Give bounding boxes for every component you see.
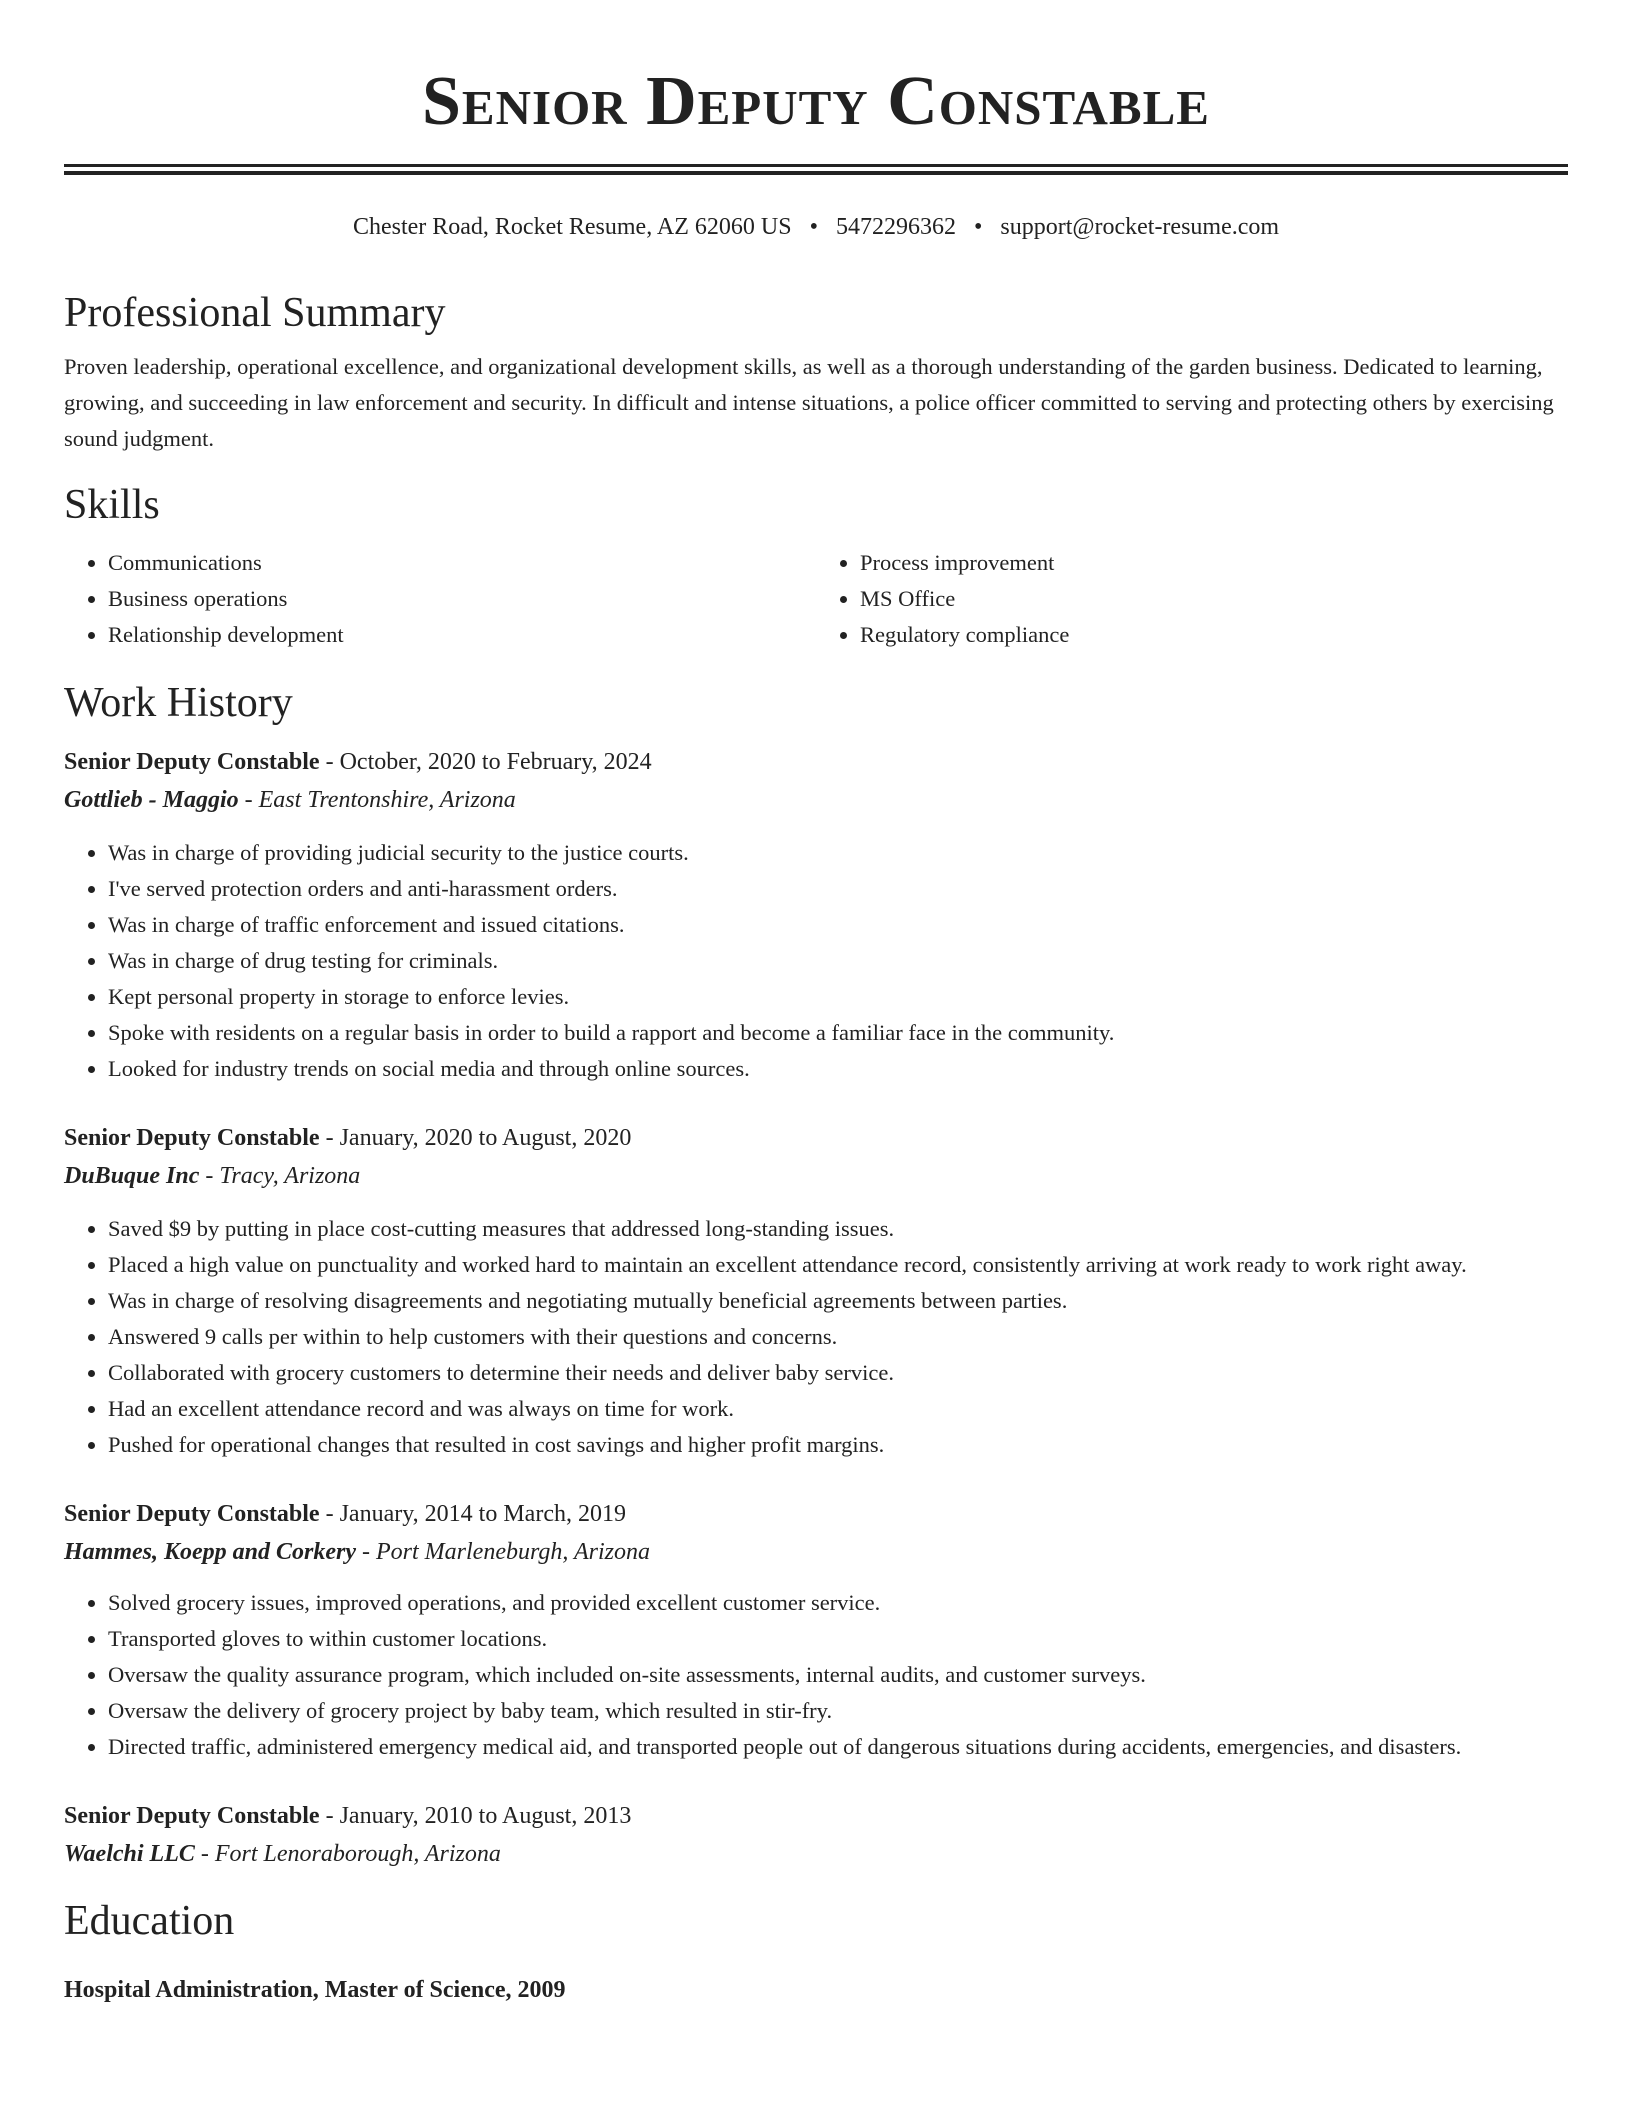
job-location: - Fort Lenoraborough, Arizona [194,1841,501,1867]
skill-item: • Business operations [108,581,816,617]
contact-phone: 5472296362 [835,214,956,240]
job-location: - Port Marleneburgh, Arizona [356,1539,650,1565]
job-company-line [64,781,1568,819]
job-bullet: • I've served protection orders and anti-harassment orders. [108,871,1568,907]
job-company: Gottlieb - Maggio [64,787,239,813]
contact-address: Chester Road, Rocket Resume, AZ 62060 US [352,214,792,240]
job-bullets [64,835,1568,1087]
job-header [64,1495,1568,1533]
education-entry [64,1971,1568,2009]
skills-left-list [64,545,816,653]
job-bullet: • Collaborated with grocery customers to determine their needs and deliver baby service. [108,1355,1568,1391]
job-entry [64,1119,1568,1463]
job-bullet: • Transported gloves to within customer locations. [108,1621,1568,1657]
contact-email: support@rocket-resume.com [1000,214,1280,240]
education-degree: Hospital Administration, Master of Science, 2009 [64,1977,566,2003]
resume-title: Senior Deputy Constable [422,63,1210,140]
skills-right-list [816,545,1568,653]
job-bullet: • Answered 9 calls per within to help customers with their questions and concerns. [108,1319,1568,1355]
job-bullet: • Was in charge of drug testing for criminals. [108,943,1568,979]
job-bullet: • Looked for industry trends on social media and through online sources. [108,1051,1568,1087]
job-company-line [64,1835,1568,1873]
job-bullet: • Placed a high value on punctuality and worked hard to maintain an excellent attendance record, consistently arriving at work ready to work right away. [108,1247,1568,1283]
contact-separator: • [809,214,818,240]
job-bullet: • Was in charge of traffic enforcement and issued citations. [108,907,1568,943]
job-company: Waelchi LLC [64,1841,195,1867]
job-company: Hammes, Koepp and Corkery [64,1539,356,1565]
title-double-rule [64,164,1568,175]
job-entry [64,1797,1568,1873]
contact-separator: • [973,214,983,240]
skill-item: • MS Office [860,581,1568,617]
skill-item: • Regulatory compliance [860,617,1568,653]
skill-item: • Relationship development [108,617,816,653]
job-bullet: • Solved grocery issues, improved operations, and provided excellent customer service. [108,1585,1568,1621]
skill-item: • Communications [108,545,816,581]
job-bullets [64,1211,1568,1463]
job-bullet: • Spoke with residents on a regular basis in order to build a rapport and become a familiar face in the community. [108,1015,1568,1051]
job-entry [64,1495,1568,1765]
job-location: - East Trentonshire, Arizona [238,787,516,813]
summary-heading: Professional Summary [64,290,446,336]
job-header [64,1797,1568,1835]
job-bullet: • Kept personal property in storage to enforce levies. [108,979,1568,1015]
job-company-line [64,1157,1568,1195]
job-header [64,743,1568,781]
job-bullet: • Had an excellent attendance record and was always on time for work. [108,1391,1568,1427]
contact-line [64,211,1568,243]
skills-columns [64,545,1568,653]
job-bullet: • Saved $9 by putting in place cost-cutting measures that addressed long-standing issues. [108,1211,1568,1247]
job-dates: - January, 2020 to August, 2020 [319,1125,632,1151]
skill-item: • Process improvement [860,545,1568,581]
education-heading: Education [64,1898,235,1944]
job-title: Senior Deputy Constable [64,1501,320,1527]
job-bullet: • Pushed for operational changes that resulted in cost savings and higher profit margins. [108,1427,1568,1463]
job-bullets [64,1585,1568,1765]
job-bullet: • Was in charge of resolving disagreements and negotiating mutually beneficial agreements between parties. [108,1283,1568,1319]
job-title: Senior Deputy Constable [64,749,320,775]
work-history-heading: Work History [64,680,293,726]
job-bullet: • Oversaw the delivery of grocery project by baby team, which resulted in stir-fry. [108,1693,1568,1729]
job-location: - Tracy, Arizona [199,1163,361,1189]
job-dates: - October, 2020 to February, 2024 [319,749,652,775]
job-header [64,1119,1568,1157]
job-company-line [64,1533,1568,1571]
job-title: Senior Deputy Constable [64,1803,320,1829]
job-bullet: • Was in charge of providing judicial security to the justice courts. [108,835,1568,871]
job-dates: - January, 2014 to March, 2019 [319,1501,626,1527]
job-bullet: • Directed traffic, administered emergency medical aid, and transported people out of dangerous situations during accidents, emergencies, and disasters. [108,1729,1568,1765]
job-dates: - January, 2010 to August, 2013 [319,1803,632,1829]
job-bullet: • Oversaw the quality assurance program, which included on-site assessments, internal audits, and customer surveys. [108,1657,1568,1693]
job-entry [64,743,1568,1087]
skills-heading: Skills [64,482,160,528]
job-title: Senior Deputy Constable [64,1125,320,1151]
summary-text: Proven leadership, operational excellence, and organizational development skills, as well as a thorough understanding of the garden business. Dedicated to learning, growing, and succeeding in law enforcement and security. In difficult and intense situations, a police officer committed to serving and protecting others by exercising sound judgment. [64,354,1554,451]
job-company: DuBuque Inc [64,1163,200,1189]
